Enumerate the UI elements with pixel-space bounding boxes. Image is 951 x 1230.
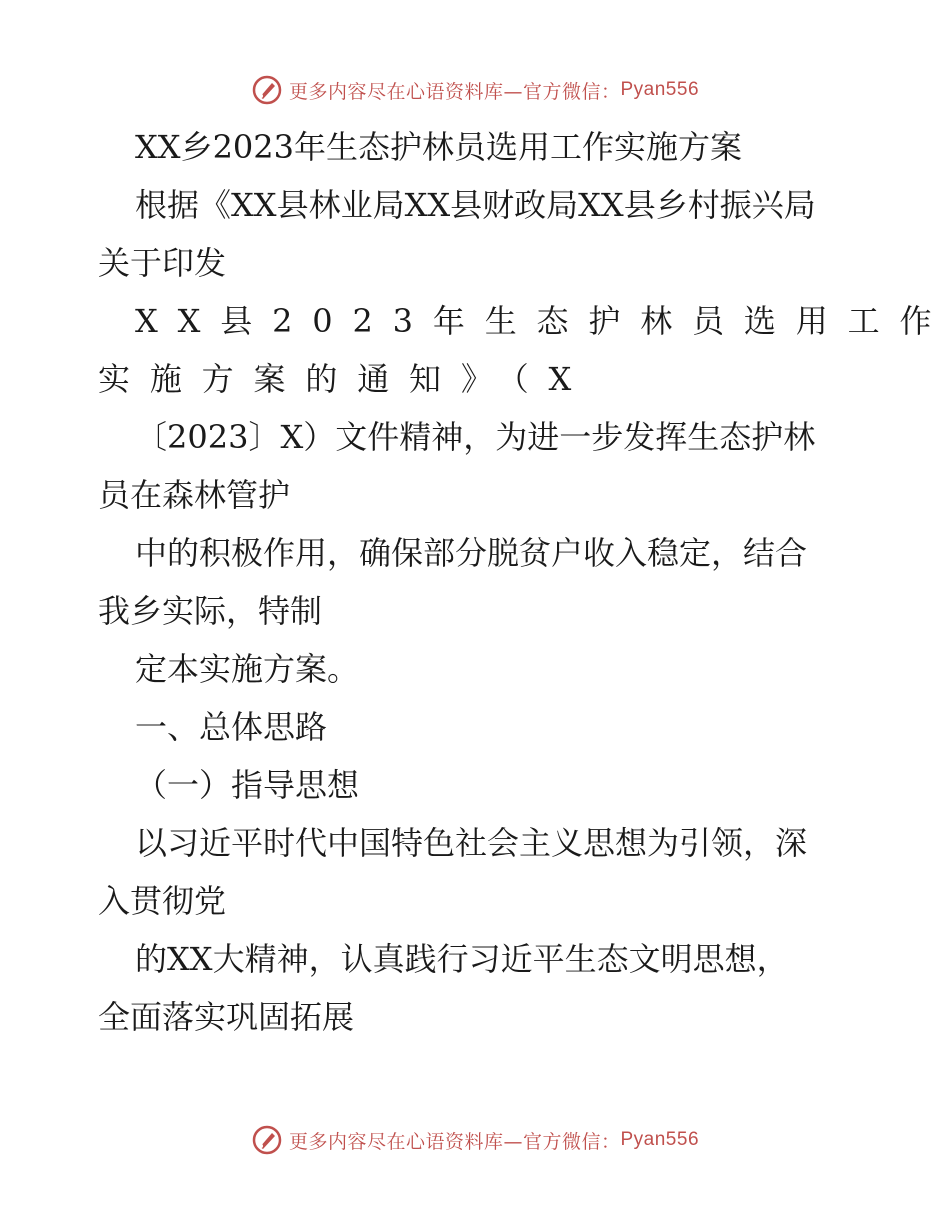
watermark-text: 更多内容尽在心语资料库—官方微信： [288,80,621,103]
document-body [98,118,951,1046]
paragraph-line: 以习近平时代中国特色社会主义思想为引领，深 [135,824,808,862]
section-heading: 一、总体思路 [135,708,328,746]
paragraph-line: 实施方案的通知》（X [98,360,592,398]
watermark-handle: Pyan556 [620,1129,700,1150]
document-title: XX乡2023年生态护林员选用工作实施方案 [135,128,743,166]
paragraph-line: 中的积极作用，确保部分脱贫户收入稳定，结合 [135,534,808,572]
pen-seal-icon [251,1124,283,1156]
paragraph-line: 根据《XX县林业局XX县财政局XX县乡村振兴局 [135,186,816,224]
paragraph-line: 定本实施方案。 [135,650,360,688]
paragraph-line: 的XX大精神，认真践行习近平生态文明思想， [135,940,789,978]
paragraph-line: XX县2023年生态护林员选用工作 [135,302,951,340]
paragraph-line: 〔2023〕X）文件精神，为进一步发挥生态护林 [135,418,816,456]
watermark-handle: Pyan556 [620,79,700,100]
paragraph-line: 关于印发 [98,244,227,282]
watermark-footer [0,1124,950,1156]
watermark-header [0,74,950,106]
pen-seal-icon [251,74,283,106]
paragraph-line: 我乡实际，特制 [98,592,323,630]
subsection-heading: （一）指导思想 [135,766,360,804]
paragraph-line: 全面落实巩固拓展 [98,998,355,1036]
paragraph-line: 入贯彻党 [98,882,227,920]
watermark-text: 更多内容尽在心语资料库—官方微信： [288,1130,621,1153]
paragraph-line: 员在森林管护 [98,476,291,514]
